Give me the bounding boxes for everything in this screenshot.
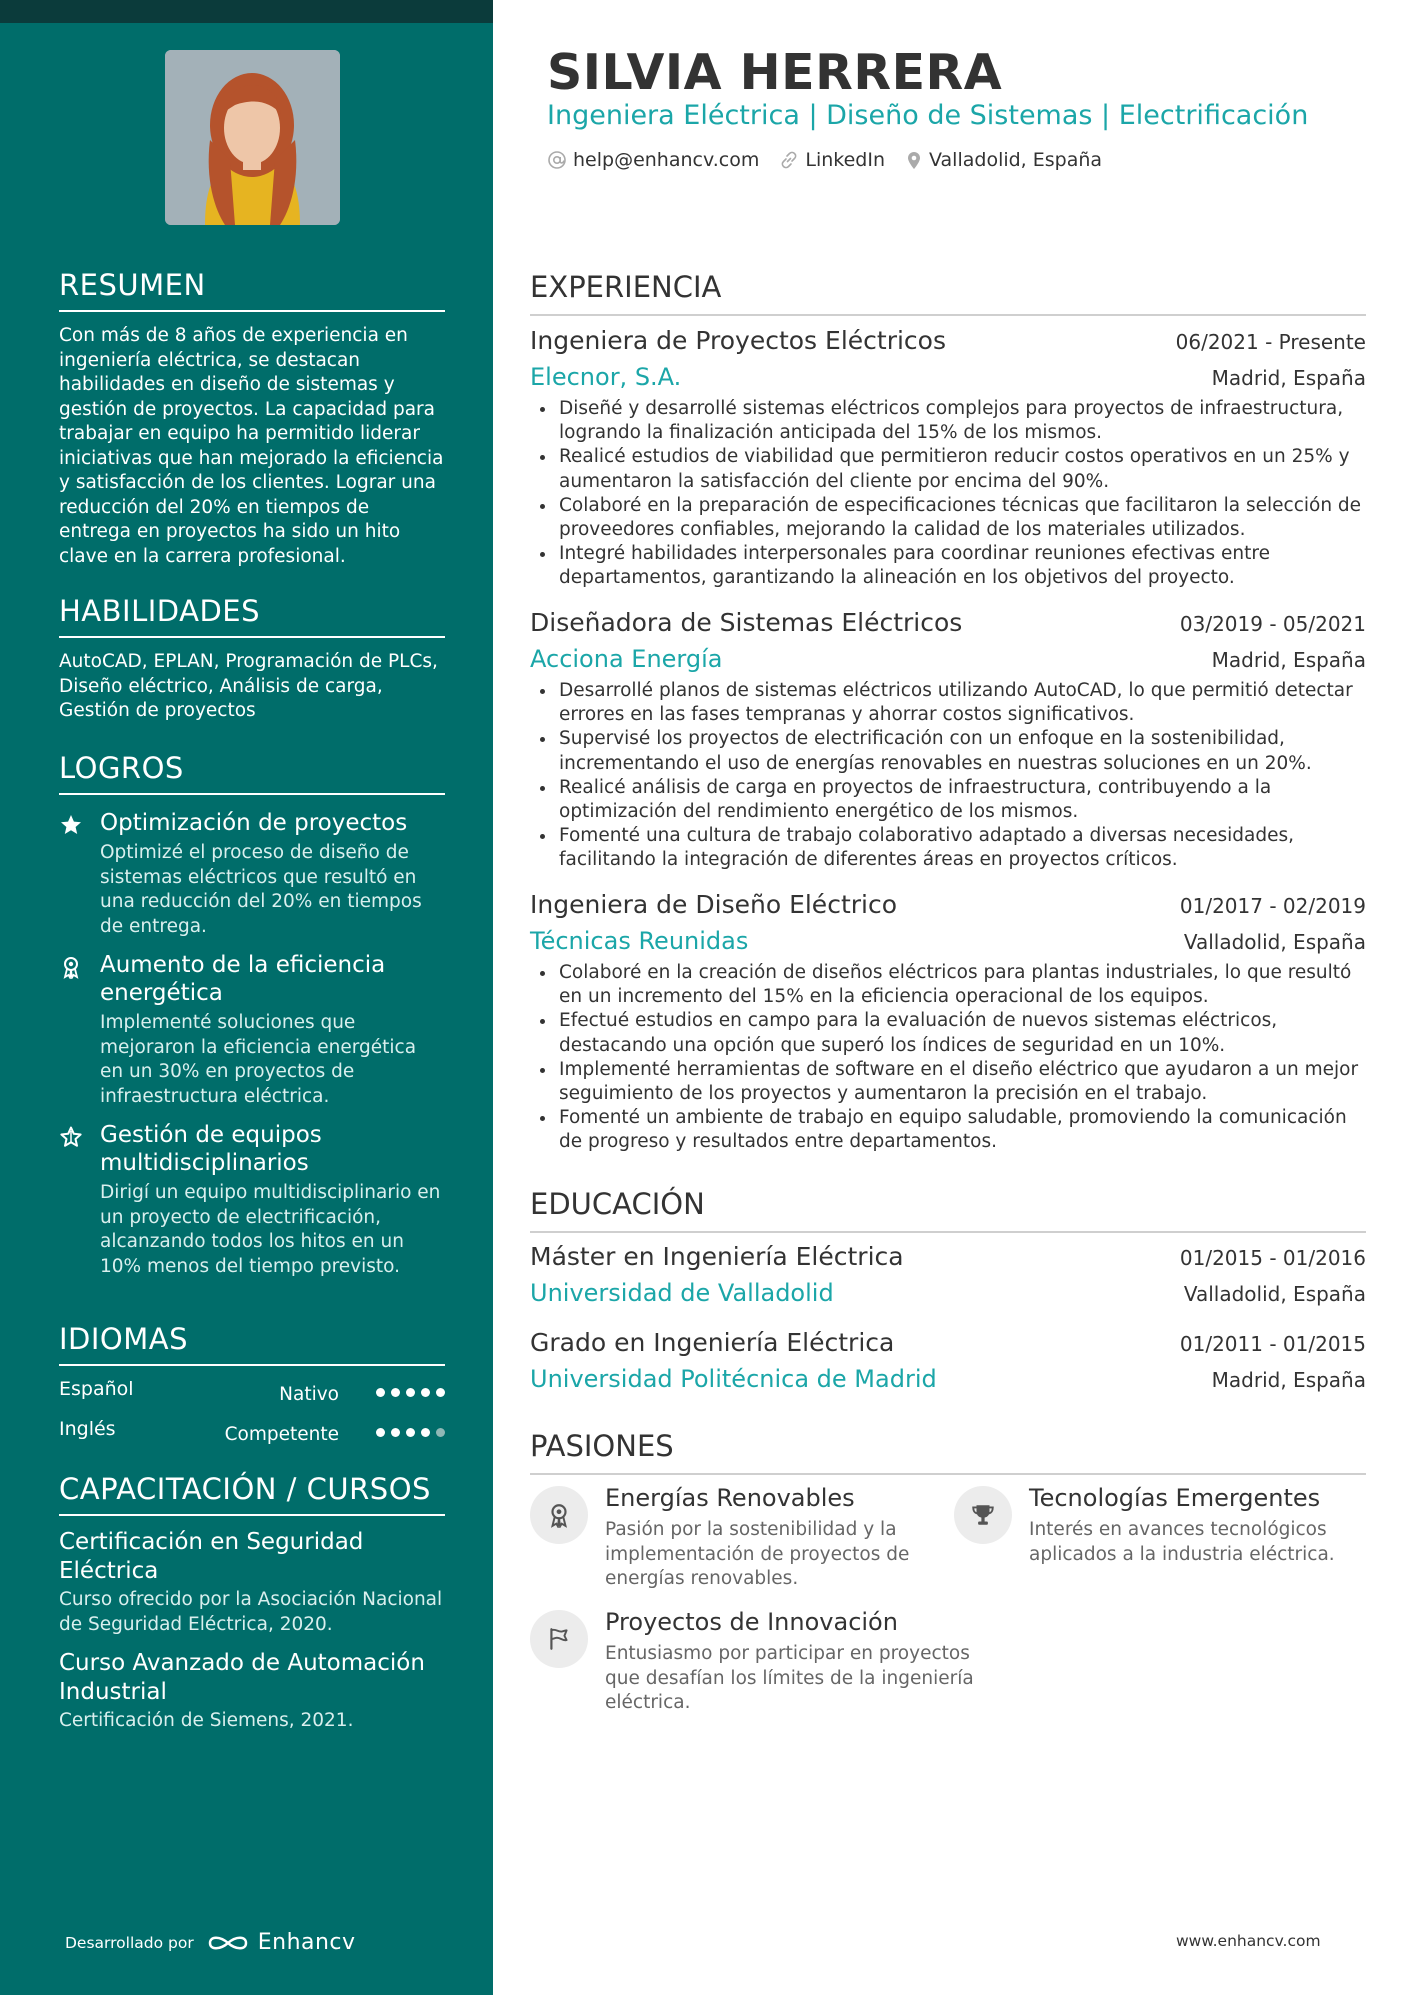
degree-title: Grado en Ingeniería Eléctrica (530, 1328, 895, 1357)
linkedin-contact[interactable] (779, 149, 885, 171)
email-text: help@enhancv.com (573, 149, 760, 171)
level-dot (421, 1388, 430, 1397)
language-name: Inglés (59, 1418, 116, 1440)
passions-heading: PASIONES (530, 1429, 1366, 1475)
passion-icon-circle (530, 1610, 588, 1668)
level-dot (391, 1388, 400, 1397)
candidate-name: SILVIA HERRERA (547, 44, 1003, 101)
skills-heading: HABILIDADES (59, 594, 445, 638)
level-dot (436, 1428, 445, 1437)
course-title: Curso Avanzado de Automación Industrial (59, 1650, 425, 1705)
achievements-section (59, 751, 445, 1279)
language-level: Nativo (279, 1384, 339, 1405)
language-name: Español (59, 1378, 134, 1400)
education-heading: EDUCACIÓN (530, 1187, 1366, 1233)
course-title: Certificación en Seguridad Eléctrica (59, 1529, 364, 1584)
education-date: 01/2015 - 01/2016 (1179, 1246, 1366, 1270)
achievement-desc: Dirigí un equipo multidisciplinario en un proyecto de electrificación, alcanzando todos los hitos en un 10% menos del tiempo previsto. (100, 1182, 441, 1277)
language-row (59, 1414, 445, 1454)
courses-section (59, 1472, 445, 1734)
passion-title: Proyectos de Innovación (605, 1608, 898, 1636)
job-bullet: • Fomenté una cultura de trabajo colaborativo adaptado a diversas necesidades, facilitando la integración de diferentes áreas en proyectos críticos. (557, 824, 1366, 872)
star-icon (59, 813, 83, 837)
location-pin-icon (905, 150, 923, 170)
job-bullets (530, 397, 1366, 591)
passion-desc: Interés en avances tecnológicos aplicados a la industria eléctrica. (1029, 1519, 1335, 1565)
languages-heading: IDIOMAS (59, 1322, 445, 1366)
experience-entry (530, 890, 1366, 1155)
link-icon (779, 150, 799, 170)
education-date: 01/2011 - 01/2015 (1179, 1332, 1366, 1356)
language-level-dots (376, 1428, 445, 1437)
job-location: Madrid, España (1211, 648, 1366, 672)
passion-icon-circle (530, 1486, 588, 1544)
achievement-item (59, 1121, 445, 1279)
job-company: Técnicas Reunidas (530, 927, 749, 955)
star-outline-icon (59, 1125, 83, 1149)
trophy-icon (970, 1502, 996, 1528)
job-company: Acciona Energía (530, 645, 723, 673)
level-dot (376, 1388, 385, 1397)
sidebar-top-bar (0, 0, 493, 23)
infinity-icon (206, 1932, 250, 1954)
level-dot (421, 1428, 430, 1437)
passion-title: Tecnologías Emergentes (1029, 1484, 1321, 1512)
job-date: 06/2021 - Presente (1175, 330, 1366, 354)
course-desc: Curso ofrecido por la Asociación Nacional de Seguridad Eléctrica, 2020. (59, 1589, 443, 1635)
degree-title: Máster en Ingeniería Eléctrica (530, 1242, 904, 1271)
location-text: Valladolid, España (929, 149, 1103, 171)
level-dot (436, 1388, 445, 1397)
achievement-title: Optimización de proyectos (100, 810, 408, 836)
job-bullet: • Desarrollé planos de sistemas eléctricos utilizando AutoCAD, lo que permitió detectar errores en las fases tempranas y ahorrar costos significativos. (557, 679, 1366, 727)
passion-item (954, 1484, 1409, 1567)
job-location: Valladolid, España (1183, 930, 1366, 954)
education-location: Valladolid, España (1183, 1282, 1366, 1306)
level-dot (406, 1428, 415, 1437)
job-title: Diseñadora de Sistemas Eléctricos (530, 608, 963, 637)
job-company: Elecnor, S.A. (530, 363, 682, 391)
summary-section (59, 268, 445, 569)
education-location: Madrid, España (1211, 1368, 1366, 1392)
job-date: 01/2017 - 02/2019 (1179, 894, 1366, 918)
school-name: Universidad Politécnica de Madrid (530, 1365, 937, 1393)
experience-entry (530, 608, 1366, 873)
at-icon (547, 150, 567, 170)
contact-bar (547, 149, 1102, 171)
job-bullet: • Colaboré en la creación de diseños eléctricos para plantas industriales, lo que resultó en un incremento del 15% en la eficiencia operacional de los equipos. (557, 961, 1366, 1009)
job-title: Ingeniera de Diseño Eléctrico (530, 890, 898, 919)
award-icon (546, 1502, 572, 1528)
job-location: Madrid, España (1211, 366, 1366, 390)
achievement-desc: Optimizé el proceso de diseño de sistemas eléctricos que resultó en una reducción del 20% en tiempos de entrega. (100, 842, 422, 937)
email-contact[interactable] (547, 149, 759, 171)
passion-desc: Entusiasmo por participar en proyectos que desafían los límites de la ingeniería eléctrica. (605, 1643, 974, 1713)
education-entry (530, 1242, 1366, 1307)
footer-website[interactable]: www.enhancv.com (1176, 1932, 1321, 1950)
level-dot (376, 1428, 385, 1437)
job-date: 03/2019 - 05/2021 (1179, 612, 1366, 636)
skills-section (59, 594, 445, 724)
passion-icon-circle (954, 1486, 1012, 1544)
job-bullet: • Colaboré en la preparación de especificaciones técnicas que facilitaron la selección de proveedores confiables, mejorando la calidad de los materiales utilizados. (557, 494, 1366, 542)
footer-brand: Enhancv (257, 1930, 356, 1955)
achievement-item (59, 951, 445, 1109)
courses-heading: CAPACITACIÓN / CURSOS (59, 1472, 445, 1516)
passion-item (530, 1608, 985, 1716)
achievement-title: Gestión de equipos multidisciplinarios (100, 1122, 322, 1176)
award-icon (59, 955, 83, 979)
job-bullet: • Realicé estudios de viabilidad que permitieron reducir costos operativos en un 25% y aumentaron la satisfacción del cliente por encima del 90%. (557, 445, 1366, 493)
achievements-heading: LOGROS (59, 751, 445, 795)
job-bullet: • Implementé herramientas de software en el diseño eléctrico que ayudaron a un mejor seguimiento de los proyectos y aumentaron la precisión en el trabajo. (557, 1058, 1366, 1106)
language-level-dots (376, 1388, 445, 1397)
language-row (59, 1374, 445, 1414)
experience-entry (530, 326, 1366, 591)
skills-text: AutoCAD, EPLAN, Programación de PLCs, Diseño eléctrico, Análisis de carga, Gestión de proyectos (59, 651, 438, 721)
course-desc: Certificación de Siemens, 2021. (59, 1710, 354, 1731)
job-title: Ingeniera de Proyectos Eléctricos (530, 326, 946, 355)
job-bullet: • Efectué estudios en campo para la evaluación de nuevos sistemas eléctricos, destacando una opción que superó los índices de seguridad en un 10%. (557, 1009, 1366, 1057)
footer-label: Desarrollado por (65, 1933, 194, 1952)
job-bullet: • Integré habilidades interpersonales para coordinar reuniones efectivas entre departamentos, garantizando la alineación en los objetivos del proyecto. (557, 542, 1366, 590)
level-dot (391, 1428, 400, 1437)
enhancv-logo[interactable] (206, 1930, 356, 1955)
sidebar (0, 0, 493, 1995)
linkedin-text: LinkedIn (805, 149, 886, 171)
passion-item (530, 1484, 985, 1592)
candidate-headline: Ingeniera Eléctrica | Diseño de Sistemas | Electrificación (547, 100, 1309, 131)
level-dot (406, 1388, 415, 1397)
job-bullet: • Diseñé y desarrollé sistemas eléctricos complejos para proyectos de infraestructura, logrando la finalización anticipada del 15% de los mismos. (557, 397, 1366, 445)
location-contact (905, 149, 1102, 171)
job-bullet: • Realicé análisis de carga en proyectos de infraestructura, contribuyendo a la optimización del rendimiento energético de los mismos. (557, 776, 1366, 824)
school-name: Universidad de Valladolid (530, 1279, 834, 1307)
passion-title: Energías Renovables (605, 1484, 855, 1512)
education-entry (530, 1328, 1366, 1393)
footer-branding (65, 1930, 356, 1955)
summary-text: Con más de 8 años de experiencia en ingeniería eléctrica, se destacan habilidades en diseño de sistemas y gestión de proyectos. La capacidad para trabajar en equipo ha permitido liderar iniciativas que han mejorado la eficiencia y satisfacción de los clientes. Lograr una reducción del 20% en tiempos de entrega en proyectos ha sido un hito clave en la carrera profesional. (59, 325, 444, 567)
experience-heading: EXPERIENCIA (530, 270, 1366, 316)
passion-desc: Pasión por la sostenibilidad y la implementación de proyectos de energías renovables. (605, 1519, 910, 1589)
job-bullet: • Supervisé los proyectos de electrificación con un enfoque en la sostenibilidad, incrementando el uso de energías renovables en nuestras soluciones en un 20%. (557, 727, 1366, 775)
achievement-title: Aumento de la eficiencia energética (100, 952, 386, 1006)
job-bullets (530, 679, 1366, 873)
achievement-desc: Implementé soluciones que mejoraron la eficiencia energética en un 30% en proyectos de infraestructura eléctrica. (100, 1012, 417, 1107)
flag-icon (546, 1626, 572, 1652)
job-bullets (530, 961, 1366, 1155)
profile-photo (165, 50, 340, 225)
languages-section (59, 1322, 445, 1454)
summary-heading: RESUMEN (59, 268, 445, 312)
achievement-item (59, 809, 445, 939)
job-bullet: • Fomenté un ambiente de trabajo en equipo saludable, promoviendo la comunicación de progreso y resultados entre departamentos. (557, 1106, 1366, 1154)
language-level: Competente (224, 1424, 339, 1445)
